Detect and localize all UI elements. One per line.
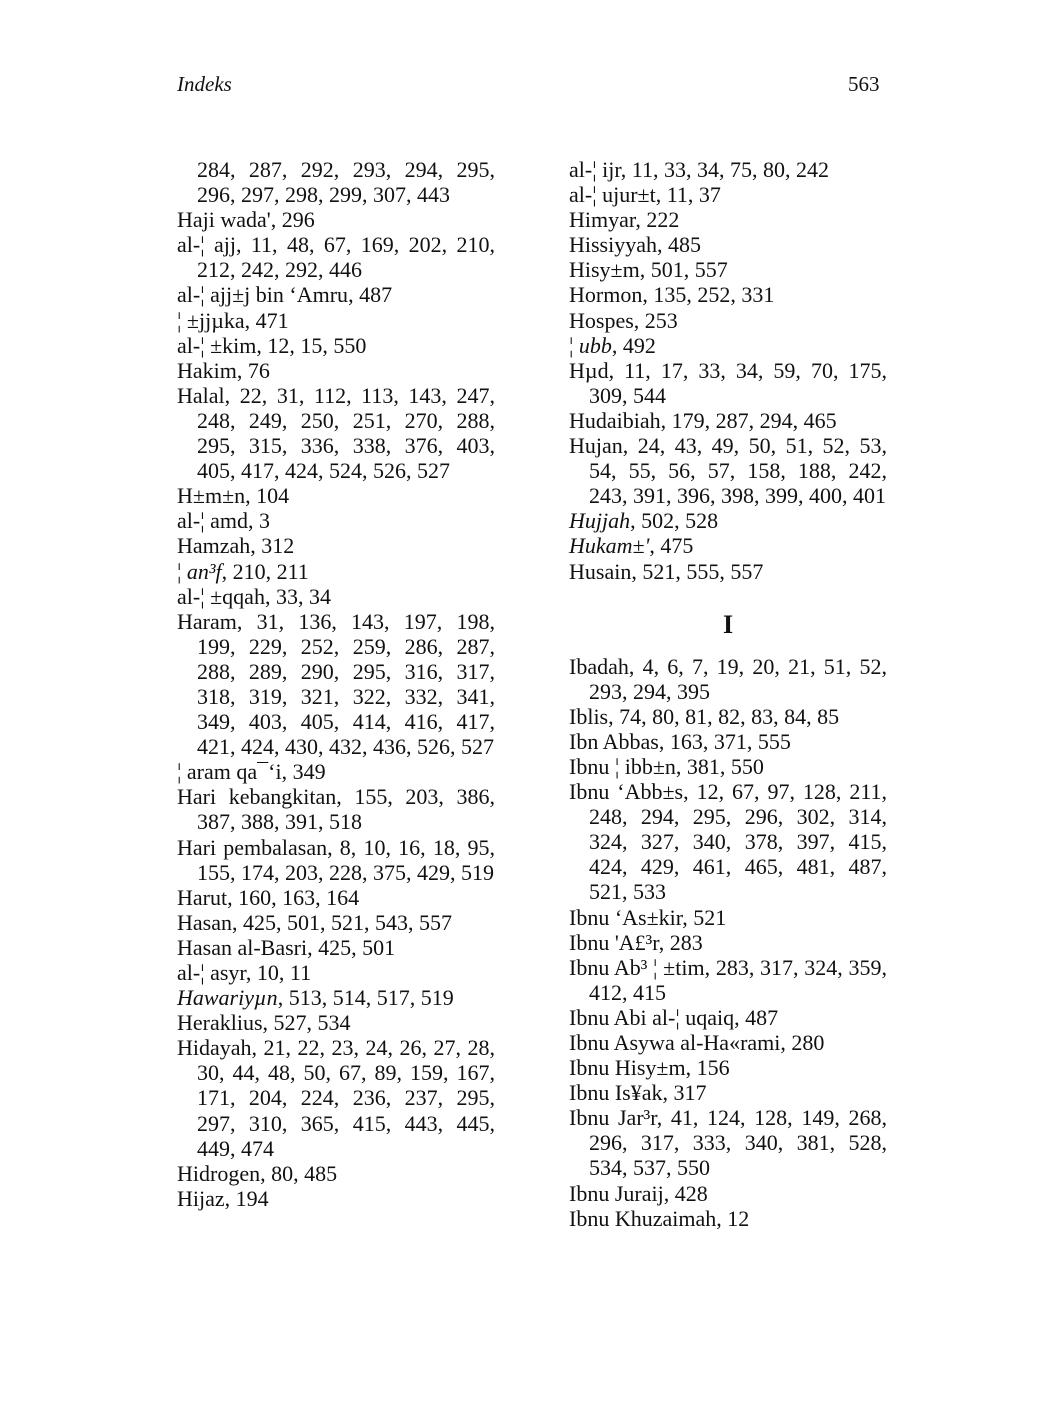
index-term: Ibadah xyxy=(569,653,629,679)
index-entry xyxy=(177,308,495,333)
index-entry xyxy=(569,533,887,558)
index-term: Hamzah xyxy=(177,533,251,559)
index-page-refs: , 11, 48, 67, 169, 202, 210, 212, 242, 292, 446 xyxy=(197,232,495,283)
index-term: Himyar xyxy=(569,207,636,233)
index-page-refs: , 194 xyxy=(224,1185,269,1211)
page-number: 563 xyxy=(848,72,880,96)
index-term: Hari kebangkitan xyxy=(177,784,337,810)
index-entry xyxy=(569,157,887,182)
running-head: Indeks xyxy=(177,72,232,96)
index-page-refs: , 33, 34 xyxy=(264,583,331,609)
index-page-refs: , 253 xyxy=(633,307,678,333)
index-term: Hasan al-Basri xyxy=(177,934,308,960)
index-entry xyxy=(569,754,887,779)
index-entry xyxy=(569,704,887,729)
index-page-refs: , 381, 550 xyxy=(675,753,764,779)
index-page-refs: , 475 xyxy=(649,533,694,559)
index-entry xyxy=(569,207,887,232)
index-entry xyxy=(177,910,495,935)
index-page-refs: , 135, 252, 331 xyxy=(642,282,775,308)
index-page-refs: , 3 xyxy=(247,508,270,534)
index-term: Ibnu ‘Abb±s xyxy=(569,779,684,805)
index-term: Ibnu 'A£³r xyxy=(569,929,659,955)
index-term: al-¦ ±kim xyxy=(177,332,257,358)
index-entry xyxy=(177,559,495,584)
index-entry xyxy=(569,433,887,508)
index-page-refs: , 492 xyxy=(611,332,656,358)
index-term-italic: ubb xyxy=(578,332,612,358)
index-term: al-¦ ujur±t xyxy=(569,182,656,208)
index-term: al-¦ ajj±j bin ‘Amru xyxy=(177,282,349,308)
index-page-refs: , 12, 67, 97, 128, 211, 248, 294, 295, 296, 302, 314, 324, 327, 340, 378, 397, 415, 424, 429, 461, 465, 481, 487, 521, 533 xyxy=(589,779,887,905)
index-entry xyxy=(177,508,495,533)
index-term: Hakim xyxy=(177,357,237,383)
index-page-refs: , 104 xyxy=(245,483,290,509)
index-term: Hisy±m xyxy=(569,257,640,283)
index-term: Hissiyyah xyxy=(569,232,657,258)
index-term: Ibnu Is¥ak xyxy=(569,1080,663,1106)
index-term: Hµd xyxy=(569,357,609,383)
index-term: Hijaz xyxy=(177,1185,225,1211)
index-entry xyxy=(177,960,495,985)
index-page-refs: , 487 xyxy=(348,282,393,308)
index-entry xyxy=(569,408,887,433)
index-entry xyxy=(569,654,887,704)
index-term: Haji wada' xyxy=(177,207,271,233)
index-term: Hujan xyxy=(569,433,623,459)
index-term: Ibnu Asywa al-Ha«rami xyxy=(569,1030,781,1055)
index-term: al-¦ ±qqah xyxy=(177,583,265,609)
index-term: Ibnu Ab³ ¦ ±tim xyxy=(569,954,705,980)
index-entry xyxy=(569,333,887,358)
index-term: Hidrogen xyxy=(177,1160,261,1186)
index-term: Halal xyxy=(177,382,225,408)
index-page-refs: , 41, 124, 128, 149, 268, 296, 317, 333, 340, 381, 528, 534, 537, 550 xyxy=(589,1105,887,1181)
index-entry xyxy=(177,1161,495,1186)
index-term: Hudaibiah xyxy=(569,407,661,433)
index-page-refs: , 502, 528 xyxy=(630,508,719,534)
index-entry xyxy=(569,930,887,955)
index-entry xyxy=(177,584,495,609)
index-page-refs: , 283 xyxy=(658,929,703,955)
index-entry xyxy=(569,1206,887,1231)
index-page-refs: , 485 xyxy=(657,232,701,258)
index-term: al-¦ ijr xyxy=(569,157,621,182)
index-page-refs: , 296 xyxy=(270,207,315,233)
index-page-refs: , 280 xyxy=(780,1030,825,1055)
index-entry xyxy=(177,358,495,383)
index-group-h-continued xyxy=(569,157,887,584)
index-page-refs: , 428 xyxy=(663,1180,708,1206)
index-term: al-¦ ajj xyxy=(177,232,236,258)
index-page-refs: 284, 287, 292, 293, 294, 295, 296, 297, 298, 299, 307, 443 xyxy=(197,157,495,208)
index-entry xyxy=(569,308,887,333)
index-entry xyxy=(177,1010,495,1035)
index-page-refs: , 31, 136, 143, 197, 198, 199, 229, 252, 259, 286, 287, 288, 289, 290, 295, 316, 317, 318, 319, 321, 322, 332, 341, 349, 403, 405, 414, 416, 417, 421, 424, 430, 432, 436, 526, 527 xyxy=(197,608,495,760)
index-page-refs: , 210, 211 xyxy=(221,558,309,584)
index-entry xyxy=(177,232,495,282)
index-entry xyxy=(569,1055,887,1080)
index-term: Haram xyxy=(177,608,237,634)
index-entry xyxy=(177,533,495,558)
index-term: al-¦ asyr xyxy=(177,960,246,985)
index-entry xyxy=(569,1080,887,1105)
index-page-refs: , 11, 17, 33, 34, 59, 70, 175, 309, 544 xyxy=(589,357,887,408)
index-page-refs: , 487 xyxy=(734,1004,779,1030)
index-page-refs: , 521 xyxy=(682,904,727,930)
index-page-refs: , 4, 6, 7, 19, 20, 21, 51, 52, 293, 294, 395 xyxy=(589,653,887,704)
index-entry xyxy=(569,1105,887,1180)
index-entry xyxy=(569,282,887,307)
index-page-refs: , 521, 555, 557 xyxy=(631,558,764,584)
index-page-refs: , 312 xyxy=(250,533,295,559)
index-page-refs: , 76 xyxy=(236,357,270,383)
index-entry xyxy=(569,1181,887,1206)
index-term: al-¦ amd xyxy=(177,508,248,534)
index-entry xyxy=(177,207,495,232)
index-term-prefix: ¦ xyxy=(177,558,187,584)
index-entry xyxy=(177,282,495,307)
index-entry xyxy=(569,182,887,207)
index-term: ¦ aram qa¯‘i xyxy=(177,759,282,785)
index-page-refs: , 163, 371, 555 xyxy=(658,728,791,754)
index-entry xyxy=(569,1030,887,1055)
index-term: Hidayah xyxy=(177,1035,252,1061)
index-page-refs: , 160, 163, 164 xyxy=(227,884,360,910)
index-entry xyxy=(177,1186,495,1211)
index-entry xyxy=(177,1035,495,1160)
index-entry xyxy=(177,784,495,834)
index-term: Ibnu Khuzaimah xyxy=(569,1205,717,1231)
index-term-italic: Hujjah xyxy=(569,508,631,534)
index-group-i xyxy=(569,654,887,1231)
index-term-italic: an³f xyxy=(186,558,222,584)
index-page-refs: , 471 xyxy=(244,307,289,333)
index-page-refs: , 513, 514, 517, 519 xyxy=(277,985,454,1011)
index-term: ¦ ±jjµka xyxy=(177,307,245,333)
index-page-refs: , 8, 10, 16, 18, 95, 155, 174, 203, 228, 375, 429, 519 xyxy=(197,834,496,885)
index-page-refs: , 501, 557 xyxy=(639,257,728,283)
index-term: Hormon xyxy=(569,282,643,308)
index-column-right xyxy=(569,157,887,1231)
index-entry xyxy=(177,609,495,760)
section-heading-i: I xyxy=(722,609,734,639)
index-page-refs: , 11, 33, 34, 75, 80, 242 xyxy=(620,157,829,182)
index-entry xyxy=(569,232,887,257)
index-entry xyxy=(177,383,495,483)
index-entry xyxy=(569,955,887,1005)
index-entry xyxy=(177,333,495,358)
index-page-refs: , 11, 37 xyxy=(655,182,721,208)
index-page-refs: , 24, 43, 49, 50, 51, 52, 53, 54, 55, 56, 57, 158, 188, 242, 243, 391, 396, 398, 399, 400, 401 xyxy=(589,433,887,509)
index-entry xyxy=(569,257,887,282)
index-term: Ibnu Hisy±m xyxy=(569,1055,686,1081)
index-entry xyxy=(569,508,887,533)
index-term: Ibnu ¦ ibb±n xyxy=(569,753,676,779)
index-term-italic: Hawariyµn xyxy=(177,985,278,1011)
index-entry xyxy=(569,1005,887,1030)
index-entry xyxy=(569,358,887,408)
index-page-refs: , 317 xyxy=(662,1080,707,1106)
index-term: Hari pembalasan xyxy=(177,834,328,860)
index-page-refs: , 283, 317, 324, 359, 412, 415 xyxy=(589,954,887,1005)
index-page-refs: , 349 xyxy=(281,759,326,785)
index-page-refs: , 12 xyxy=(716,1205,750,1231)
index-page-refs: , 222 xyxy=(635,207,680,233)
index-term: Ibnu Abi al-¦ uqaiq xyxy=(569,1004,735,1030)
index-page-refs: , 527, 534 xyxy=(262,1010,351,1036)
index-page-refs: , 22, 31, 112, 113, 143, 247, 248, 249, 250, 251, 270, 288, 295, 315, 336, 338, 376, 403, 405, 417, 424, 524, 526, 527 xyxy=(197,382,495,484)
index-term: Hasan xyxy=(177,909,232,935)
index-entry xyxy=(569,729,887,754)
index-page-refs: , 74, 80, 81, 82, 83, 84, 85 xyxy=(608,703,840,729)
index-entry xyxy=(569,559,887,584)
index-page-refs: , 179, 287, 294, 465 xyxy=(660,407,837,433)
index-page-refs: , 155, 203, 386, 387, 388, 391, 518 xyxy=(197,784,496,835)
index-entry xyxy=(177,483,495,508)
index-term: Ibnu ‘As±kir xyxy=(569,904,683,930)
index-entry xyxy=(569,779,887,904)
index-term: Ibnu Juraij xyxy=(569,1180,664,1206)
index-term: Husain xyxy=(569,558,632,584)
index-page-refs: , 10, 11 xyxy=(245,960,312,985)
index-term: Harut xyxy=(177,884,228,910)
index-entry xyxy=(177,935,495,960)
index-entry xyxy=(177,157,495,207)
index-term: Ibnu Jar³r xyxy=(569,1105,657,1131)
index-term: Heraklius xyxy=(177,1010,263,1036)
index-page-refs: , 80, 485 xyxy=(260,1160,338,1186)
index-term: Hospes xyxy=(569,307,634,333)
index-page-refs: , 21, 22, 23, 24, 26, 27, 28, 30, 44, 48, 50, 67, 89, 159, 167, 171, 204, 224, 236, 237, 295, 297, 310, 365, 415, 443, 445, 449, 474 xyxy=(197,1035,495,1161)
index-term-prefix: ¦ xyxy=(569,332,579,358)
index-entry xyxy=(177,835,495,885)
index-term-italic: Hukam±' xyxy=(569,533,650,559)
index-page-refs: , 425, 501, 521, 543, 557 xyxy=(231,909,452,935)
index-term: Iblis xyxy=(569,703,609,729)
index-page-refs: , 425, 501 xyxy=(307,934,396,960)
index-column-left xyxy=(177,157,495,1211)
index-page-refs: , 12, 15, 550 xyxy=(256,332,367,358)
index-entry xyxy=(177,759,495,784)
index-term: Ibn Abbas xyxy=(569,728,659,754)
index-page-refs: , 156 xyxy=(685,1055,730,1081)
index-term: H±m±n xyxy=(177,483,246,509)
index-entry xyxy=(177,985,495,1010)
index-entry xyxy=(569,905,887,930)
index-entry xyxy=(177,885,495,910)
